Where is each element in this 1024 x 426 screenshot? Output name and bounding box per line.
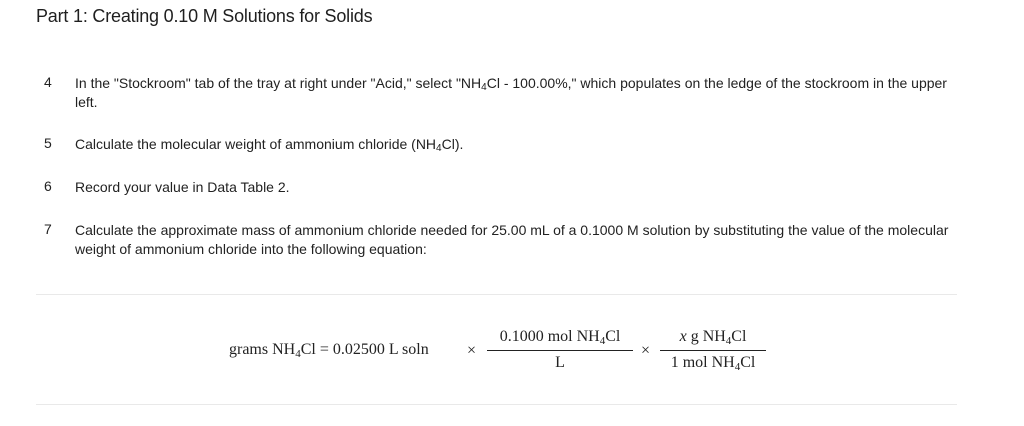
- fraction-bar: [660, 350, 766, 351]
- subscript: 4: [436, 143, 442, 154]
- step-text: [75, 74, 955, 112]
- step-number: 4: [44, 74, 52, 90]
- divider-bottom: [36, 404, 957, 405]
- eq-text: g NH: [686, 328, 726, 345]
- subscript: 4: [725, 335, 732, 347]
- eq-text: Cl: [605, 328, 621, 345]
- eq-text: Cl: [740, 354, 756, 371]
- eq-text: 1 mol NH: [670, 354, 735, 371]
- eq-text: grams NH: [229, 341, 296, 358]
- fraction-bar: [487, 350, 633, 351]
- subscript: 4: [599, 335, 606, 347]
- fraction-denominator: [660, 354, 766, 372]
- subscript: 4: [295, 348, 301, 360]
- times-sign: ×: [467, 342, 477, 359]
- fraction-molarity: [487, 328, 633, 372]
- step-text-part: Cl - 100.00%," which populates on the ledge of the stockroom in the upper left.: [75, 75, 947, 110]
- eq-text: Cl = 0.02500 L soln: [300, 341, 429, 358]
- divider-top: [36, 294, 957, 295]
- fraction-denominator: L: [555, 354, 565, 371]
- subscript: 4: [481, 82, 487, 93]
- fraction-molar-mass: [660, 328, 766, 372]
- step-text: [75, 135, 955, 154]
- step-number: 5: [44, 135, 52, 151]
- page-title: Part 1: Creating 0.10 M Solutions for Solids: [36, 6, 373, 26]
- fraction-numerator: [487, 328, 633, 346]
- equation-lhs: [229, 341, 429, 359]
- subscript: 4: [734, 361, 741, 373]
- eq-text: Cl: [731, 328, 747, 345]
- fraction-numerator: [660, 328, 766, 346]
- step-text-part: Cl).: [441, 136, 464, 152]
- step-number: 6: [44, 178, 52, 194]
- variable-x: x: [679, 328, 687, 345]
- step-number: 7: [44, 221, 52, 237]
- eq-text: 0.1000 mol NH: [499, 328, 600, 345]
- step-text: Record your value in Data Table 2.: [75, 179, 290, 195]
- times-sign: ×: [641, 342, 651, 359]
- step-text-part: Calculate the molecular weight of ammonium chloride (NH: [75, 136, 437, 152]
- step-text: Calculate the approximate mass of ammonium chloride needed for 25.00 mL of a 0.1000 M solution by substituting the value of the molecular weight of ammonium chloride into the following equation:: [75, 222, 949, 257]
- step-text-part: In the "Stockroom" tab of the tray at right under "Acid," select "NH: [75, 75, 482, 91]
- equation: [0, 318, 1024, 378]
